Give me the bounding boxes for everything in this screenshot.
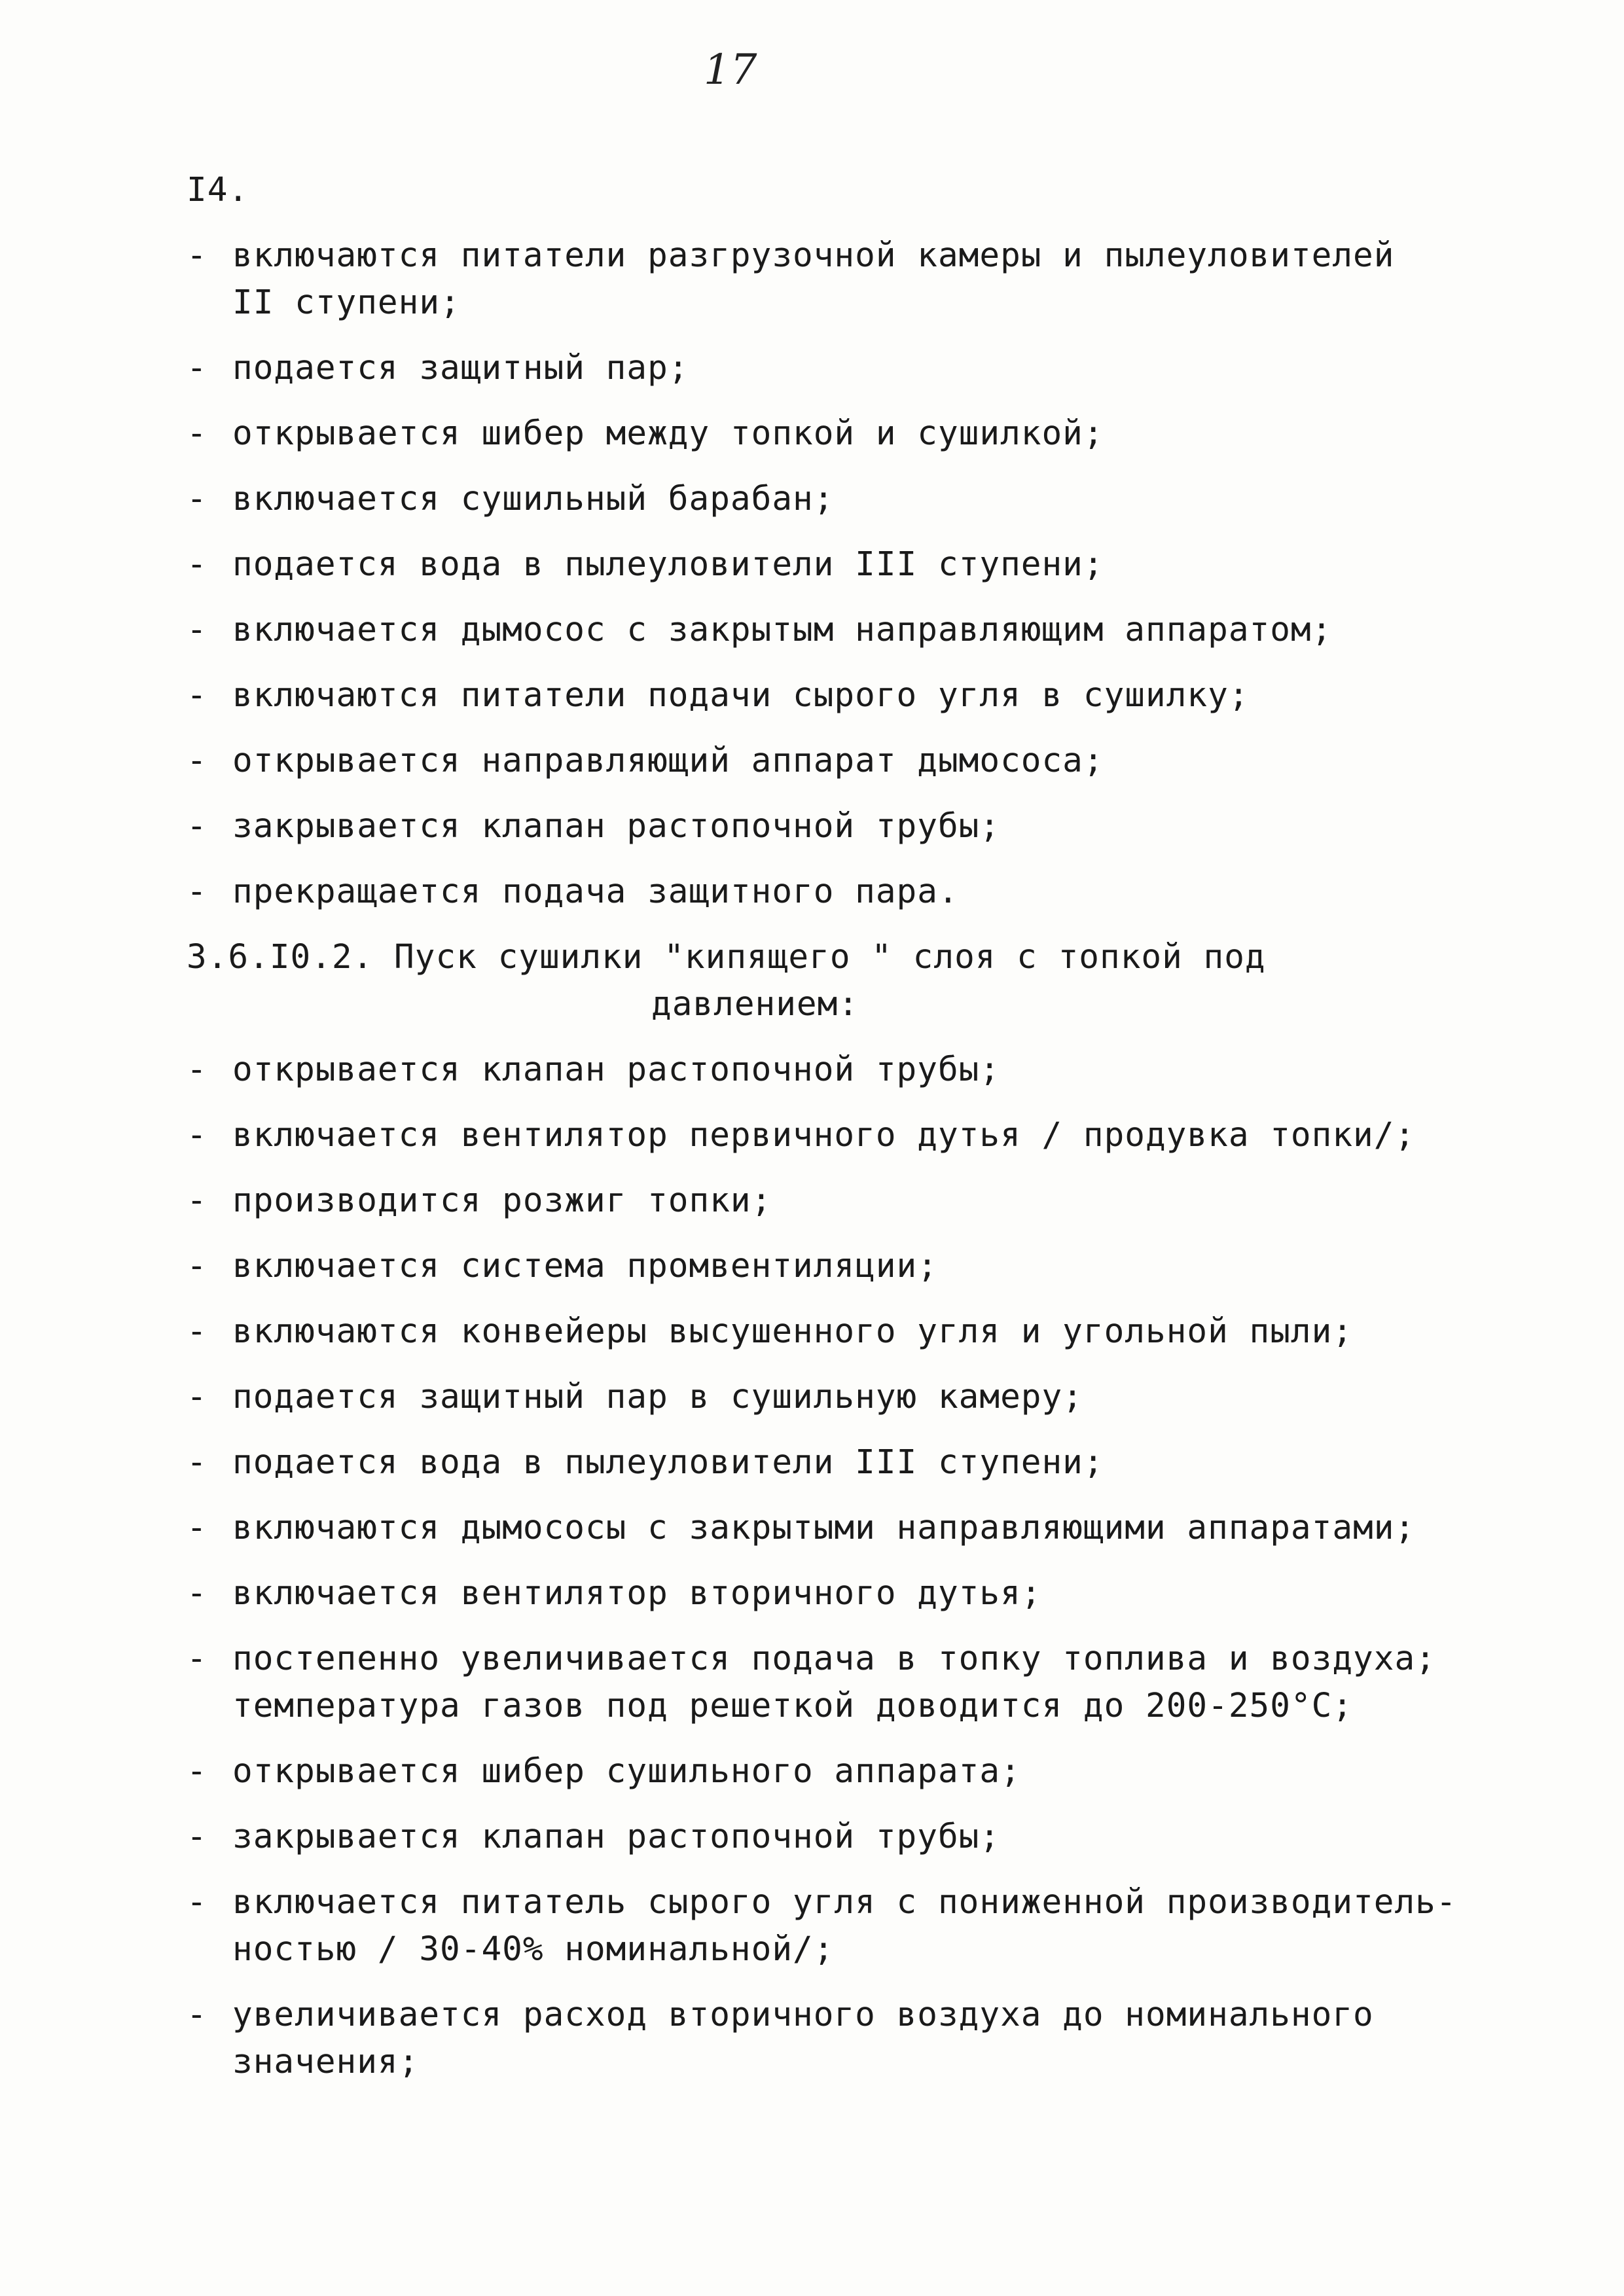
startup-steps-list-2 — [187, 1047, 1496, 2086]
list-item-text: включается сушильный барабан; — [232, 480, 835, 518]
list-item-text: открывается шибер сушильного аппарата; — [232, 1752, 1021, 1791]
list-item: - подается защитный пар; — [187, 345, 1496, 392]
list-item-text: включается система промвентиляции; — [232, 1247, 938, 1285]
list-item: - включается питатель сырого угля с пониженной производитель- ностью / 30-40% номинальной/; — [187, 1879, 1496, 1973]
subsection-heading-line1: 3.6.I0.2. Пуск сушилки "кипящего " слоя с топкой под — [187, 938, 1266, 977]
list-item-text: включаются питатели разгрузочной камеры и пылеуловителей II ступени; — [232, 236, 1395, 322]
list-item: - производится розжиг топки; — [187, 1177, 1496, 1225]
list-item-text: производится розжиг топки; — [232, 1181, 772, 1220]
list-item-text: включается вентилятор первичного дутья / продувка топки/; — [232, 1116, 1416, 1155]
list-item: - подается защитный пар в сушильную камеру; — [187, 1374, 1496, 1421]
startup-steps-list-1 — [187, 232, 1496, 916]
list-item-text: включается питатель сырого угля с пониженной производитель- ностью / 30-40% номинальной/; — [232, 1883, 1457, 1969]
list-item: - закрывается клапан растопочной трубы; — [187, 803, 1496, 850]
list-item-text: открывается шибер между топкой и сушилкой; — [232, 414, 1104, 453]
list-item: - открывается шибер сушильного аппарата; — [187, 1748, 1496, 1795]
list-item-text: включаются дымососы с закрытыми направляющими аппаратами; — [232, 1509, 1416, 1547]
list-item-text: открывается клапан растопочной трубы; — [232, 1050, 1001, 1089]
list-item-text: увеличивается расход вторичного воздуха до номинального значения; — [232, 1996, 1374, 2081]
list-item: - включается сушильный барабан; — [187, 476, 1496, 523]
list-item-text: прекращается подача защитного пара. — [232, 872, 959, 911]
list-item: - включается вентилятор вторичного дутья; — [187, 1570, 1496, 1617]
list-item: - включаются дымососы с закрытыми направляющими аппаратами; — [187, 1505, 1496, 1552]
list-item-text: подается вода в пылеуловители III ступени; — [232, 1443, 1104, 1482]
list-item: - постепенно увеличивается подача в топку топлива и воздуха; температура газов под решеткой доводится до 200-250°С; — [187, 1636, 1496, 1730]
list-item: - прекращается подача защитного пара. — [187, 869, 1496, 916]
list-item: - включается система промвентиляции; — [187, 1243, 1496, 1290]
list-item-text: включаются питатели подачи сырого угля в сушилку; — [232, 676, 1250, 715]
list-item: - открывается шибер между топкой и сушилкой; — [187, 410, 1496, 457]
list-item-text: включается вентилятор вторичного дутья; — [232, 1574, 1042, 1613]
list-item: - открывается направляющий аппарат дымососа; — [187, 738, 1496, 785]
list-item: - подается вода в пылеуловители III ступени; — [187, 1439, 1496, 1486]
list-item: - открывается клапан растопочной трубы; — [187, 1047, 1496, 1094]
list-item-text: подается защитный пар; — [232, 349, 689, 387]
list-item-text: подается защитный пар в сушильную камеру; — [232, 1378, 1083, 1416]
list-item-text: открывается направляющий аппарат дымососа; — [232, 742, 1104, 780]
list-item: - включаются питатели подачи сырого угля в сушилку; — [187, 672, 1496, 719]
list-item-text: закрывается клапан растопочной трубы; — [232, 1818, 1001, 1856]
subsection-heading — [187, 934, 1496, 1028]
page-number: 17 — [704, 46, 757, 94]
subsection-heading-line2: давлением: — [651, 985, 859, 1024]
list-item: - включаются питатели разгрузочной камеры и пылеуловителей II ступени; — [187, 232, 1496, 327]
list-item-text: постепенно увеличивается подача в топку топлива и воздуха; температура газов под решеткой доводится до 200-250°С; — [232, 1640, 1436, 1725]
document-body — [187, 167, 1496, 2086]
list-item-text: закрывается клапан растопочной трубы; — [232, 807, 1001, 846]
list-item-text: включаются конвейеры высушенного угля и угольной пыли; — [232, 1312, 1354, 1351]
list-item: - увеличивается расход вторичного воздуха до номинального значения; — [187, 1992, 1496, 2086]
list-item: - включается дымосос с закрытым направляющим аппаратом; — [187, 607, 1496, 654]
list-item: - включается вентилятор первичного дутья / продувка топки/; — [187, 1112, 1496, 1159]
list-item-text: подается вода в пылеуловители III ступени; — [232, 545, 1104, 584]
list-item: - включаются конвейеры высушенного угля и угольной пыли; — [187, 1308, 1496, 1355]
section-number: I4. — [187, 171, 249, 209]
list-item: - подается вода в пылеуловители III ступени; — [187, 541, 1496, 588]
list-item: - закрывается клапан растопочной трубы; — [187, 1814, 1496, 1861]
list-item-text: включается дымосос с закрытым направляющим аппаратом; — [232, 611, 1333, 649]
